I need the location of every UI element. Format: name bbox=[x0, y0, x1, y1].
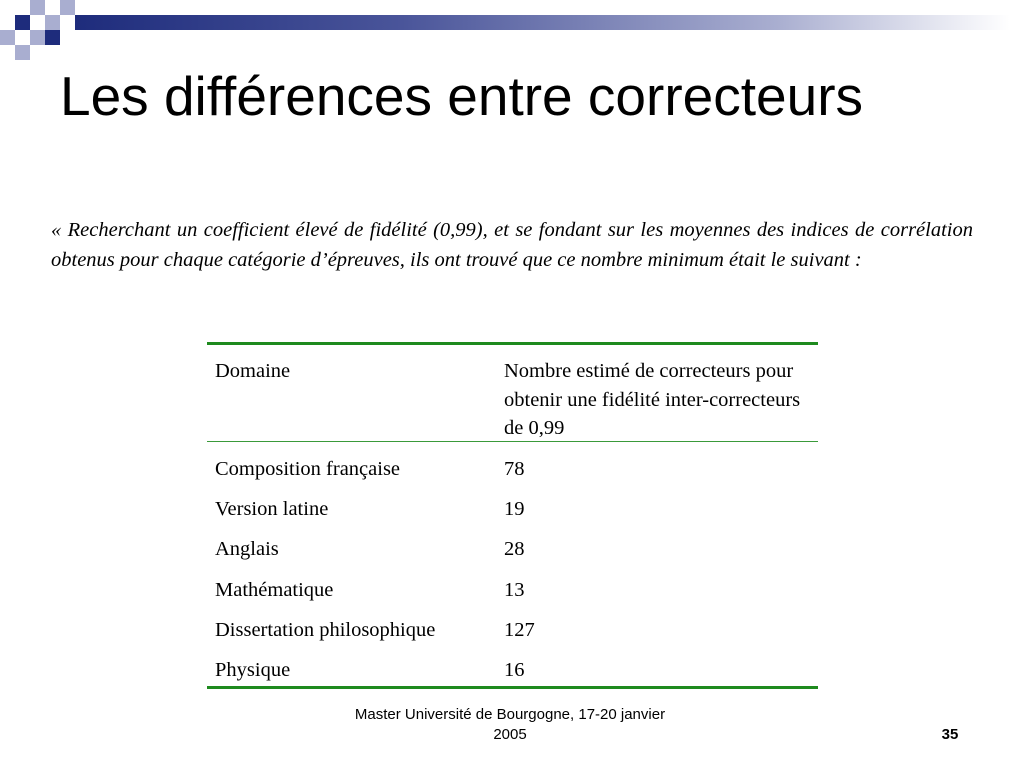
table-cell-nombre: 13 bbox=[504, 579, 525, 601]
table-cell-domaine: Dissertation philosophique bbox=[215, 619, 436, 641]
table-bottom-rule bbox=[207, 686, 818, 689]
table-cell-domaine: Composition française bbox=[215, 458, 401, 480]
table-header-domaine: Domaine bbox=[215, 360, 291, 382]
table-cell-domaine: Anglais bbox=[215, 538, 279, 560]
table-cell-domaine: Version latine bbox=[215, 498, 329, 520]
table-cell-nombre: 28 bbox=[504, 538, 525, 560]
deco-square bbox=[15, 45, 30, 60]
header-gradient-bar bbox=[75, 15, 1010, 30]
table-top-rule bbox=[207, 342, 818, 345]
table-cell-domaine: Mathématique bbox=[215, 579, 334, 601]
slide-footer: Master Université de Bourgogne, 17-20 janvier 2005 bbox=[354, 706, 666, 743]
header-decoration bbox=[0, 0, 1024, 60]
table-cell-nombre: 16 bbox=[504, 659, 525, 681]
page-number: 35 bbox=[941, 726, 959, 743]
table-header-nombre: Nombre estimé de correcteurs pour obtenir une fidélité inter-correcteurs de 0,99 bbox=[504, 360, 801, 439]
deco-square bbox=[45, 30, 60, 45]
slide-title: Les différences entre correcteurs bbox=[60, 65, 864, 127]
quote-paragraph: « Recherchant un coefficient élevé de fidélité (0,99), et se fondant sur les moyennes des indices de corrélation obtenus pour chaque catégorie d’épreuves, ils ont trouvé que ce nombre minimum était le suivant : bbox=[51, 219, 973, 271]
table-cell-nombre: 127 bbox=[504, 619, 535, 641]
deco-square bbox=[0, 30, 15, 45]
table-cell-nombre: 19 bbox=[504, 498, 525, 520]
deco-square bbox=[15, 15, 30, 30]
deco-square bbox=[30, 0, 45, 15]
deco-square bbox=[30, 30, 45, 45]
table-cell-nombre: 78 bbox=[504, 458, 525, 480]
table-cell-domaine: Physique bbox=[215, 659, 291, 681]
deco-square bbox=[45, 15, 60, 30]
deco-square bbox=[60, 0, 75, 15]
